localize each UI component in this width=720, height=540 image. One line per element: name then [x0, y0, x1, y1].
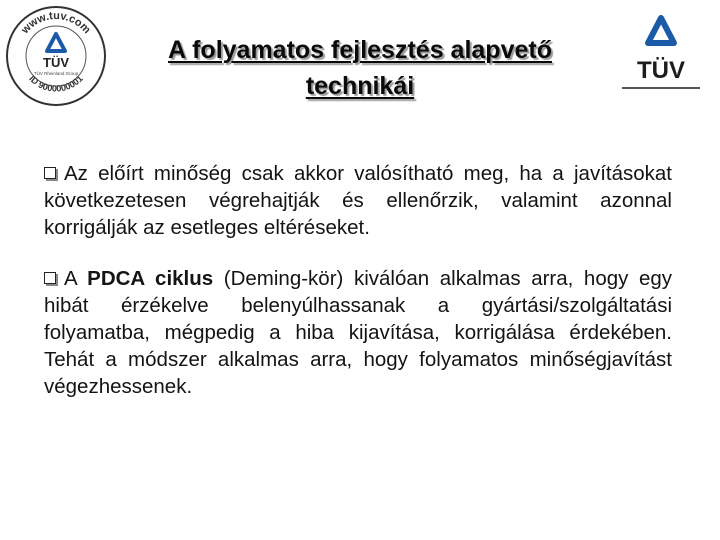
seal-number-text: ID 9000000001: [27, 73, 85, 94]
content-body: [44, 160, 672, 400]
logo-brand-text: TÜV: [637, 57, 685, 84]
paragraph-2-text: (Deming-kör) kiválóan alkalmas arra, hogy egy hibát érzékelve belenyúlhassanak a gyártási/szolgáltatási folyamatba, mégpedig a hiba kijavítása, korrigálása érdekében. Tehát a módszer alkalmas arra, hogy folyamatos minőségjavítást végezhessenek.: [44, 267, 673, 398]
paragraph-2: [44, 265, 672, 400]
seal-brand-text: TÜV: [43, 55, 69, 70]
pdca-highlight: PDCA ciklus: [87, 267, 214, 290]
checkbox-bullet-icon: [44, 167, 56, 179]
tuv-triangle-icon: [648, 18, 674, 43]
seal-group-text: TÜV Rheinland Group: [33, 71, 79, 76]
checkbox-bullet-icon: [44, 272, 56, 284]
tuv-seal-logo: [4, 4, 108, 108]
page-title: [100, 32, 620, 104]
tuv-logo: [622, 10, 700, 92]
title-line-1: A folyamatos fejlesztés alapvető: [168, 36, 552, 64]
seal-url-text: www.tuv.com: [19, 9, 93, 37]
paragraph-1: [44, 160, 672, 241]
paragraph-2-lead: A: [64, 267, 77, 290]
paragraph-1-text: Az előírt minőség csak akkor valósítható meg, ha a javításokat következetesen végrehajtják és ellenőrzik, valamint azonnal korrigálják az esetleges eltéréseket.: [44, 162, 672, 239]
title-line-2: technikái: [305, 72, 415, 100]
